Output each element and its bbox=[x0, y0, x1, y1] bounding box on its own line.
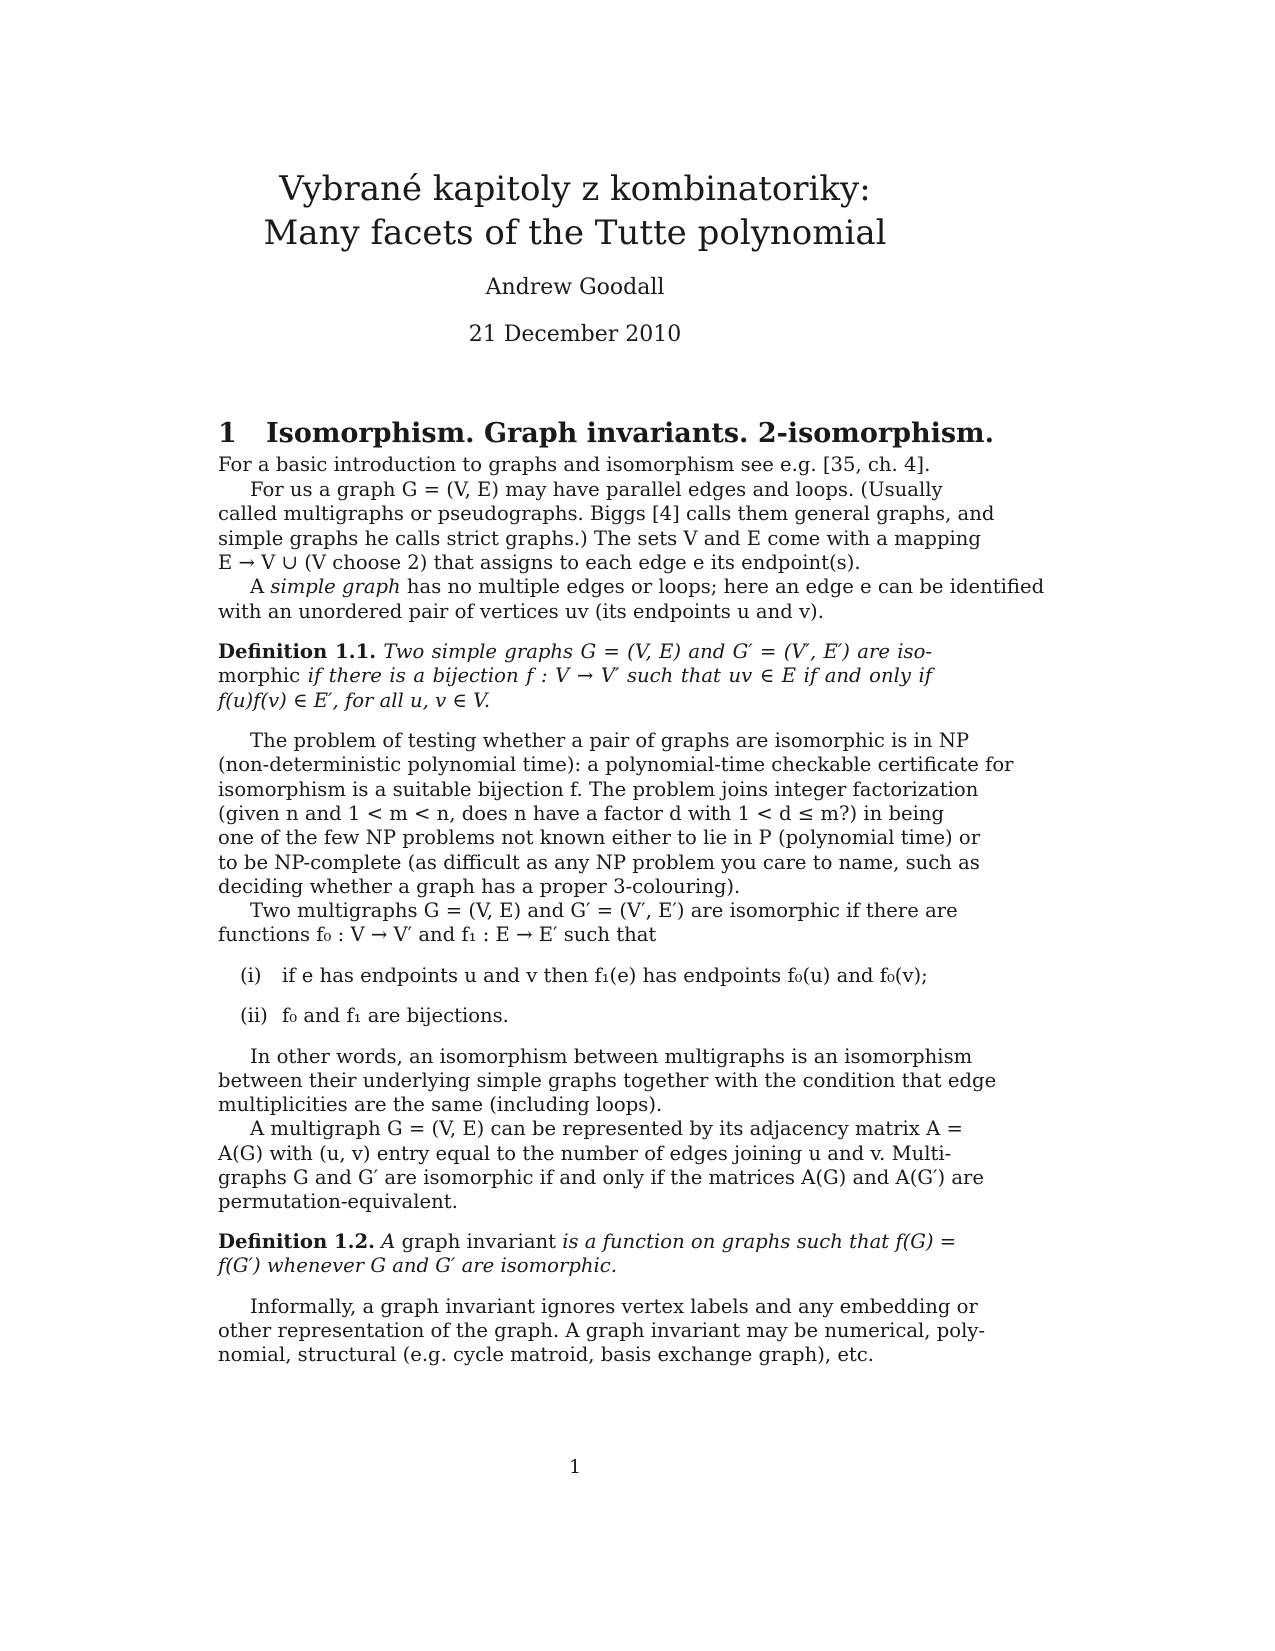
para3-text: A bbox=[250, 575, 271, 598]
definition-text: A bbox=[381, 1230, 402, 1253]
graph-invariant-term: graph invariant bbox=[401, 1230, 556, 1253]
para4-line7: deciding whether a graph has a proper 3-colouring). bbox=[218, 875, 741, 898]
para3-line2: with an unordered pair of vertices uv (its endpoints u and v). bbox=[218, 600, 824, 623]
para2-line3: simple graphs he calls strict graphs.) The sets V and E come with a mapping bbox=[218, 527, 981, 550]
date: 21 December 2010 bbox=[468, 322, 682, 347]
isomorphic-term: morphic bbox=[218, 664, 301, 687]
list-marker: (ii) bbox=[240, 1004, 268, 1027]
section-number: 1 bbox=[218, 418, 237, 449]
para7-line1: A multigraph G = (V, E) can be represented by its adjacency matrix A = bbox=[250, 1117, 963, 1140]
para4-line4: (given n and 1 < m < n, does n have a factor d with 1 < d ≤ m?) in being bbox=[218, 802, 945, 825]
list-text: f₀ and f₁ are bijections. bbox=[282, 1004, 509, 1027]
para7-line2: A(G) with (u, v) entry equal to the number of edges joining u and v. Multi- bbox=[218, 1142, 952, 1165]
para2-line2: called multigraphs or pseudographs. Biggs [4] calls them general graphs, and bbox=[218, 502, 995, 525]
definition-1-2-line2: f(G′) whenever G and G′ are isomorphic. bbox=[218, 1254, 617, 1277]
para7-line4: permutation-equivalent. bbox=[218, 1190, 458, 1213]
section-heading bbox=[218, 418, 994, 449]
definition-1-1 bbox=[218, 639, 932, 664]
para5-line1: Two multigraphs G = (V, E) and G′ = (V′, E′) are isomorphic if there are bbox=[250, 899, 958, 922]
definition-1-1-line2 bbox=[218, 663, 932, 688]
paper-title-line1: Vybrané kapitoly z kombinatoriky: bbox=[279, 169, 871, 209]
para4-line5: one of the few NP problems not known either to lie in P (polynomial time) or bbox=[218, 826, 981, 849]
paper-title-line2: Many facets of the Tutte polynomial bbox=[263, 213, 887, 253]
para3-line1 bbox=[218, 574, 1045, 599]
author: Andrew Goodall bbox=[485, 275, 665, 300]
para2-line1: For us a graph G = (V, E) may have parallel edges and loops. (Usually bbox=[250, 478, 943, 501]
definition-label: Definition 1.2. bbox=[218, 1230, 375, 1253]
para4-line1: The problem of testing whether a pair of graphs are isomorphic is in NP bbox=[250, 729, 970, 752]
para6-line1: In other words, an isomorphism between multigraphs is an isomorphism bbox=[250, 1045, 973, 1068]
section-title: Isomorphism. Graph invariants. 2-isomorphism. bbox=[266, 418, 995, 449]
para7-line3: graphs G and G′ are isomorphic if and only if the matrices A(G) and A(G′) are bbox=[218, 1166, 984, 1189]
para4-line6: to be NP-complete (as difficult as any NP problem you care to name, such as bbox=[218, 851, 980, 874]
definition-1-2 bbox=[218, 1229, 957, 1254]
para6-line2: between their underlying simple graphs together with the condition that edge bbox=[218, 1069, 997, 1092]
list-text: if e has endpoints u and v then f₁(e) has endpoints f₀(u) and f₀(v); bbox=[282, 964, 928, 987]
para5-line2: functions f₀ : V → V′ and f₁ : E → E′ such that bbox=[218, 923, 657, 946]
definition-text: is a function on graphs such that f(G) = bbox=[556, 1230, 957, 1253]
para8-line1: Informally, a graph invariant ignores vertex labels and any embedding or bbox=[250, 1295, 978, 1318]
page-number: 1 bbox=[568, 1456, 582, 1478]
para4-line2: (non-deterministic polynomial time): a polynomial-time checkable certificate for bbox=[218, 753, 1014, 776]
para4-line3: isomorphism is a suitable bijection f. The problem joins integer factorization bbox=[218, 778, 979, 801]
para3-text: has no multiple edges or loops; here an edge e can be identified bbox=[400, 575, 1045, 598]
para8-line3: nomial, structural (e.g. cycle matroid, basis exchange graph), etc. bbox=[218, 1343, 874, 1366]
para6-line3: multiplicities are the same (including loops). bbox=[218, 1093, 663, 1116]
para2-line4: E → V ∪ (V choose 2) that assigns to each edge e its endpoint(s). bbox=[218, 551, 861, 574]
definition-text: Two simple graphs G = (V, E) and G′ = (V′, E′) are iso- bbox=[383, 640, 933, 663]
list-item bbox=[218, 963, 932, 988]
definition-text: if there is a bijection f : V → V′ such that uv ∈ E if and only if bbox=[300, 664, 932, 687]
definition-1-1-line3: f(u)f(v) ∈ E′, for all u, v ∈ V. bbox=[218, 689, 491, 712]
definition-label: Definition 1.1. bbox=[218, 640, 377, 663]
list-item bbox=[218, 1003, 932, 1028]
simple-graph-term: simple graph bbox=[270, 575, 401, 598]
para1-line1: For a basic introduction to graphs and isomorphism see e.g. [35, ch. 4]. bbox=[218, 453, 931, 476]
para8-line2: other representation of the graph. A graph invariant may be numerical, poly- bbox=[218, 1319, 986, 1342]
list-marker: (i) bbox=[240, 964, 262, 987]
